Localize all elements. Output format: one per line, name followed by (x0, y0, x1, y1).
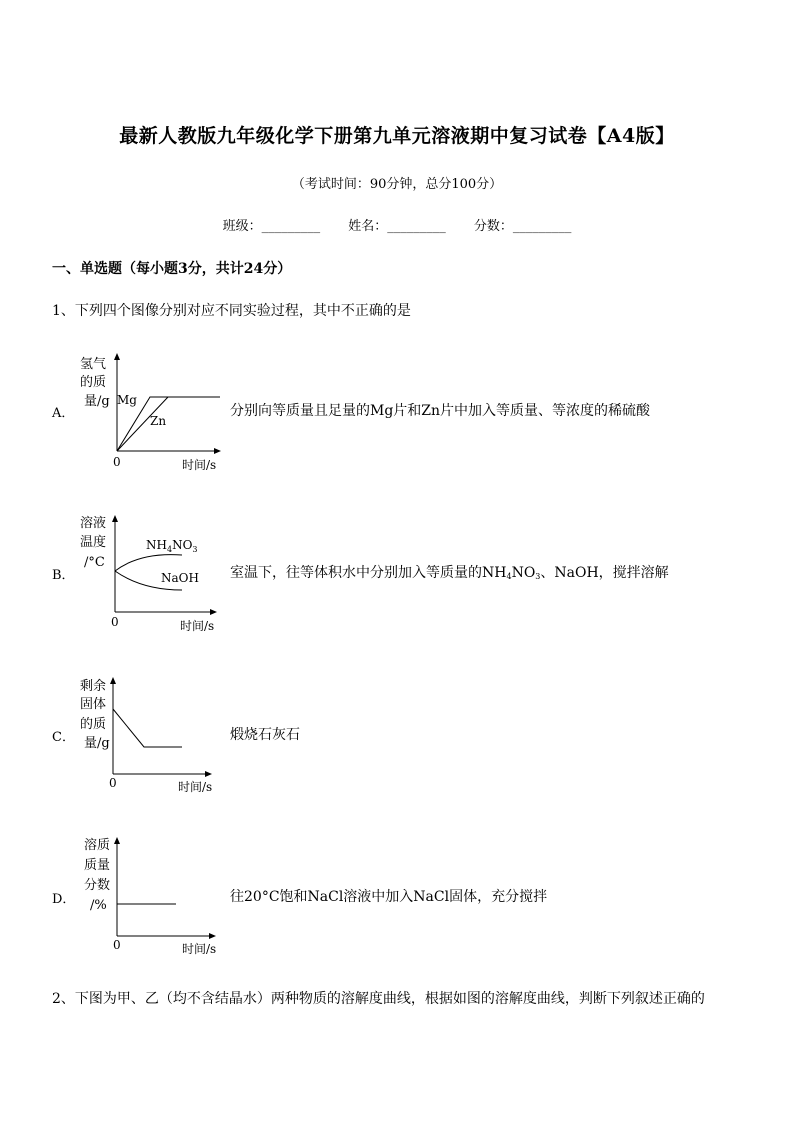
nh4no3-curve (115, 555, 182, 571)
y-label-line-2: 固体 (80, 697, 107, 712)
x-label: 时间/s (182, 458, 217, 472)
name-field-label: 姓名：_________ (348, 219, 446, 234)
y-label-line-3: 量/g (84, 394, 110, 409)
section-heading: 一、单选题（每小题3分，共计24分） (52, 261, 292, 277)
option-a-letter: A． (52, 406, 75, 421)
y-label-line-2: 的质 (80, 375, 107, 390)
origin-label: 0 (113, 938, 121, 952)
y-label-line-1: 氢气 (80, 357, 107, 372)
y-label-line-1: 剩余 (80, 679, 107, 694)
exam-subtitle: （考试时间：90分钟，总分100分） (291, 177, 503, 192)
student-info-row (0, 215, 794, 234)
origin-label: 0 (113, 455, 121, 469)
y-label-line-4: 量/g (84, 736, 110, 751)
y-label-line-2: 温度 (80, 535, 107, 550)
question-1-text: 1、下列四个图像分别对应不同实验过程，其中不正确的是 (52, 303, 411, 319)
option-d-letter: D． (52, 892, 76, 907)
option-c-letter: C． (52, 730, 75, 745)
score-field-label: 分数：_________ (473, 219, 572, 234)
option-c-graph (70, 672, 230, 802)
option-b-description: 室温下，往等体积水中分别加入等质量的$NH_4NO_3$、NaOH，搅拌溶解 (230, 565, 669, 581)
y-label-line-4: /% (90, 898, 107, 913)
x-label: 时间/s (180, 619, 215, 633)
class-field-label: 班级：_________ (222, 219, 321, 234)
question-2-text: 2、下图为甲、乙（均不含结晶水）两种物质的溶解度曲线，根据如图的溶解度曲线，判断下列叙述正确的 (52, 991, 705, 1007)
y-label-line-1: 溶质 (84, 838, 111, 853)
option-d-description: 往20°C饱和NaCl溶液中加入NaCl固体，充分搅拌 (230, 889, 548, 905)
y-label-line-3: 的质 (80, 717, 107, 732)
y-label-line-3: 分数 (84, 878, 111, 893)
y-label-line-2: 质量 (84, 858, 111, 873)
option-d-graph (70, 832, 230, 962)
x-label: 时间/s (178, 780, 213, 794)
origin-label: 0 (111, 615, 119, 629)
curve-label-nh4no3: $NH_4NO_3$ (146, 538, 198, 554)
origin-label: 0 (109, 776, 117, 790)
option-a-description: 分别向等质量且足量的Mg片和Zn片中加入等质量、等浓度的稀硫酸 (230, 403, 651, 419)
option-b-letter: B． (52, 568, 75, 583)
option-a-graph (70, 350, 230, 480)
curve-label-zn: Zn (150, 414, 167, 428)
y-label-line-1: 溶液 (80, 516, 107, 531)
option-c-description: 煅烧石灰石 (230, 727, 300, 743)
option-b-graph (70, 510, 230, 640)
curve-label-mg: Mg (117, 393, 137, 407)
curve-label-naoh: NaOH (161, 571, 199, 585)
mass-curve (113, 709, 182, 747)
x-label: 时间/s (182, 942, 217, 956)
y-label-line-3: /°C (84, 555, 105, 570)
page-title: 最新人教版九年级化学下册第九单元溶液期中复习试卷【A4版】 (119, 125, 675, 147)
